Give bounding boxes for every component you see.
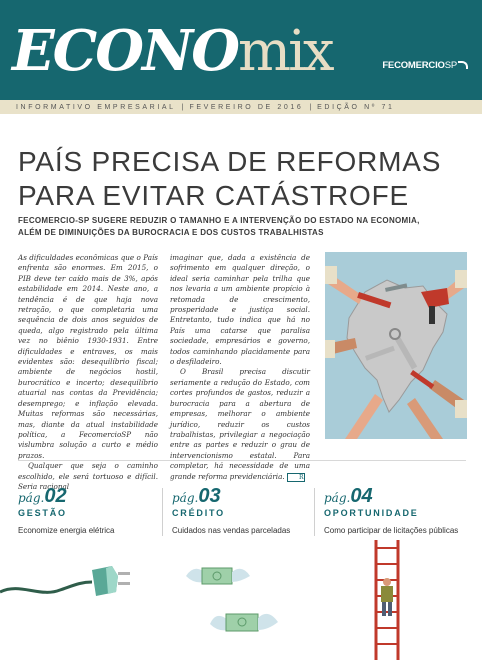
teaser-page-number: [18, 484, 115, 510]
brand-main: FECOMERCIO: [382, 60, 445, 71]
economix-logo: [12, 16, 332, 87]
teaser-page-number: [324, 484, 458, 510]
page-number: 02: [44, 485, 67, 507]
end-of-article-icon: R: [287, 473, 306, 482]
teaser-description: Economize energia elétrica: [18, 526, 115, 535]
teaser-separator: [314, 488, 315, 536]
teaser-description: Cuidados nas vendas parceladas: [172, 526, 291, 535]
column-1-paragraph-1: As dificuldades econômicas que o País enfrenta são enormes. Em 2015, o PIB deve ter caído mais de 3%, após estabilidade em 2014. Neste ano, a tendência é de que haja nova retração, o que completaria uma sequência de dois anos seguidos de queda, algo registrado pela última vez no biênio 1930-1931. Entre dificuldades e entraves, os mais evidentes são: desequilíbrio fiscal; ambiente de negócios hostil, burocrático e incerto; desequilíbrio atuarial nas contas da Previdência; desemprego; e inflação elevada. Muitas reformas são necessárias, mas, diante da atual instabilidade política, a FecomercioSP não vislumbra solução a curto e médio prazos.: [18, 253, 158, 460]
info-label: INFORMATIVO EMPRESARIAL: [16, 103, 176, 111]
teaser-category: GESTÃO: [18, 508, 67, 518]
info-bar: [0, 100, 482, 114]
ladder-climber-icon: [368, 540, 408, 660]
article-column-1: [18, 253, 158, 492]
subhead-line-2: ALÉM DE DIMINUIÇÕES DA BUROCRACIA E DOS CUSTOS TRABALHISTAS: [18, 228, 324, 237]
page-prefix: pág.: [18, 491, 45, 505]
teaser-separator: [162, 488, 163, 536]
teaser-page-number: [172, 484, 290, 510]
info-separator: |: [309, 103, 312, 111]
subhead-line-1: FECOMERCIO-SP SUGERE REDUZIR O TAMANHO E A INTERVENÇÃO DO ESTADO NA ECONOMIA,: [18, 216, 420, 225]
fecomercio-logo: [382, 60, 468, 71]
section-divider: [18, 460, 466, 461]
column-2-paragraph-1: imaginar que, dada a existência de sofrimento em qualquer direção, o ideal seria caminhar pela trilha que nos levaria a um ambiente propício à retomada de crescimento, prosperidade e justiça social. Entretanto, tudo indica que há no País uma catarse que paralisa sociedade, empresários e governo, todos caminhando placidamente para o desfiladeiro.: [170, 253, 310, 367]
teaser-gestao[interactable]: [18, 484, 115, 535]
logo-part-mix: mix: [238, 19, 332, 84]
brazil-map-with-tools-icon: [325, 252, 467, 439]
teaser-description: Como participar de licitações públicas: [324, 526, 459, 535]
info-separator: |: [181, 103, 184, 111]
brand-suffix: SP: [444, 60, 457, 71]
info-edition: EDIÇÃO Nº 71: [317, 103, 395, 111]
page-number: 03: [198, 485, 221, 507]
page-number: 04: [350, 485, 373, 507]
article-headline: [18, 145, 442, 213]
teaser-category: OPORTUNIDADE: [324, 508, 419, 518]
flying-money-icon: [180, 560, 300, 660]
info-date: FEVEREIRO DE 2016: [189, 103, 304, 111]
brand-swoosh-icon: [458, 61, 468, 69]
article-subhead: [18, 215, 458, 239]
headline-line-1: PAÍS PRECISA DE REFORMAS: [18, 146, 442, 177]
column-1-paragraph-2: Qualquer que seja o caminho escolhido, ele será tortuoso e difícil. Seria racional: [18, 461, 158, 491]
masthead: [0, 0, 482, 100]
logo-part-econo: ECONO: [12, 18, 239, 84]
teaser-credito[interactable]: [172, 484, 290, 535]
power-plug-icon: [0, 552, 160, 612]
column-2-paragraph-2-text: O Brasil precisa discutir seriamente a redução do Estado, com cortes profundos de gastos, reduzir a burocracia para a abertura de empresas, melhorar o ambiente jurídico, reduzir os custos trabalhistas, privilegiar a negociação entre as partes e reduzir o grau de intervencionismo estatal. Para completar, há necessidade de uma grande reforma previdenciária.: [170, 367, 310, 481]
teaser-category: CRÉDITO: [172, 508, 225, 518]
article-column-2: [170, 253, 310, 482]
headline-line-2: PARA EVITAR CATÁSTROFE: [18, 180, 409, 211]
brazil-map-tools-illustration: [325, 252, 467, 439]
teaser-oportunidade[interactable]: [324, 484, 458, 535]
page-prefix: pág.: [172, 491, 199, 505]
column-2-paragraph-2: [170, 367, 310, 481]
page-prefix: pág.: [324, 491, 351, 505]
